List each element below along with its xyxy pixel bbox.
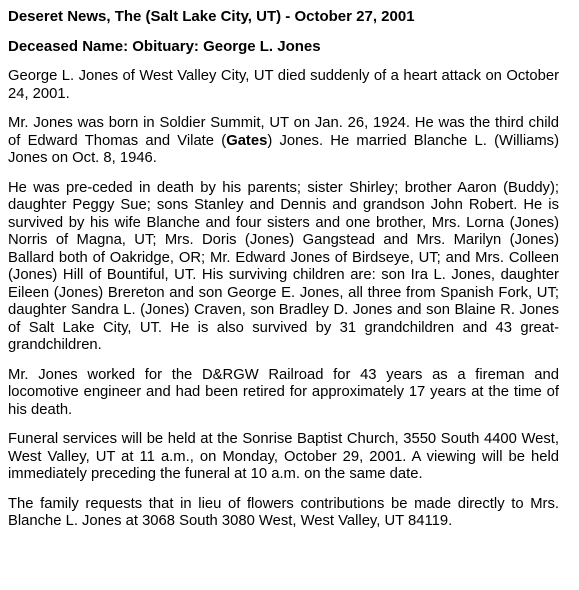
maiden-name-highlight: Gates (226, 132, 268, 149)
obituary-document (8, 8, 559, 543)
source-title: Deseret News, The (Salt Lake City, UT) - October 27, 2001 (8, 8, 415, 25)
obituary-paragraph-family: He was pre-ceded in death by his parents; sister Shirley; brother Aaron (Buddy); daughter Peggy Sue; sons Stanley and Dennis and grandson John Robert. He is survived by his wife Blanche and four sisters and one brother, Mrs. Lorna (Jones) Norris of Magna, UT; Mrs. Doris (Jones) Gangstead and Mrs. Marilyn (Jones) Ballard both of Oakridge, OR; Mr. Edward Jones of Birdseye, UT; and Mrs. Colleen (Jones) Hill of Bountiful, UT. His surviving children are: son Ira L. Jones, daughter Eileen (Jones) Brereton and son George E. Jones, all three from Spanish Fork, UT; daughter Sandra L. (Jones) Craven, son Bradley D. Jones and son Blaine R. Jones of Salt Lake City, UT. He is also survived by 31 grandchildren and 43 great-grandchildren. (8, 179, 559, 353)
obituary-paragraph-flowers: The family requests that in lieu of flowers contributions be made directly to Mrs. Blanche L. Jones at 3068 South 3080 West, West Valley, UT 84119. (8, 495, 559, 529)
obituary-paragraph-funeral: Funeral services will be held at the Sonrise Baptist Church, 3550 South 4400 West, West Valley, UT at 11 a.m., on Monday, October 29, 2001. A viewing will be held immediately preceding the funeral at 10 a.m. on the same date. (8, 431, 559, 482)
obituary-paragraph-birth (8, 115, 559, 168)
obituary-paragraph-death: George L. Jones of West Valley City, UT died suddenly of a heart attack on October 24, 2001. (8, 68, 559, 102)
deceased-name-heading: Deceased Name: Obituary: George L. Jones (8, 38, 321, 55)
birth-text-before: Mr. Jones was born in Soldier Summit, UT on Jan. 26, 1924. He was the third child of Edward Thomas and Vilate ( (8, 115, 559, 149)
birth-text-after: ) Jones. He married Blanche L. (Williams) Jones on Oct. 8, 1946. (8, 132, 559, 166)
obituary-paragraph-career: Mr. Jones worked for the D&RGW Railroad for 43 years as a fireman and locomotive engineer and had been retired for approximately 17 years at the time of his death. (8, 366, 559, 418)
